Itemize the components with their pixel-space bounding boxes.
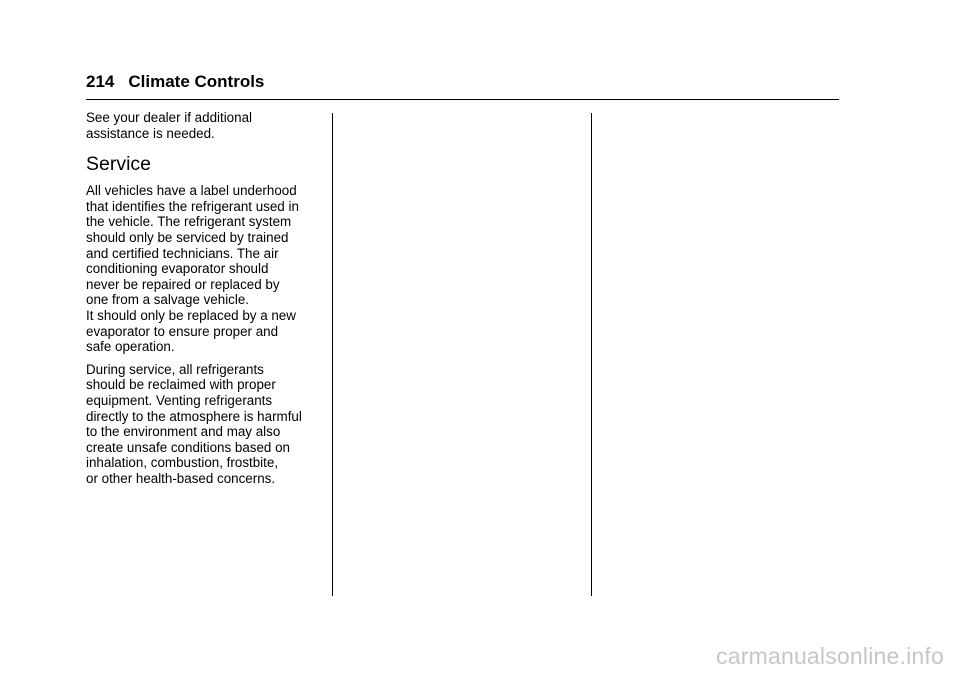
text-line: evaporator to ensure proper and <box>86 323 279 339</box>
refrigerant-label-paragraph <box>86 183 330 355</box>
text-line: It should only be replaced by a new <box>86 307 296 323</box>
text-column-1 <box>86 110 330 486</box>
section-heading-service: Service <box>86 153 152 176</box>
text-line: See your dealer if additional <box>86 110 253 125</box>
text-line: During service, all refrigerants <box>86 361 264 377</box>
section-title: Climate Controls <box>128 72 265 91</box>
text-line: assistance is needed. <box>86 125 215 141</box>
header-rule <box>86 99 839 100</box>
text-line: and certified technicians. The air <box>86 245 279 261</box>
refrigerant-reclaim-paragraph <box>86 362 330 487</box>
text-line: to the environment and may also <box>86 424 281 440</box>
column-divider-left <box>332 113 333 596</box>
page-header <box>86 72 264 92</box>
text-line: directly to the atmosphere is harmful <box>86 408 302 424</box>
text-line: that identifies the refrigerant used in <box>86 198 299 214</box>
text-line: inhalation, combustion, frostbite, <box>86 455 279 471</box>
text-line: equipment. Venting refrigerants <box>86 392 273 408</box>
column-divider-right <box>591 113 592 596</box>
text-line: All vehicles have a label underhood <box>86 183 297 199</box>
text-line: create unsafe conditions based on <box>86 439 290 455</box>
text-line: never be repaired or replaced by <box>86 276 280 292</box>
watermark: carmanualsonline.info <box>716 643 944 669</box>
text-line: or other health-based concerns. <box>86 470 276 486</box>
text-line: should only be serviced by trained <box>86 229 289 245</box>
text-line: the vehicle. The refrigerant system <box>86 214 292 230</box>
text-line: should be reclaimed with proper <box>86 377 276 393</box>
text-line: conditioning evaporator should <box>86 261 269 277</box>
text-line: safe operation. <box>86 339 175 355</box>
text-line: one from a salvage vehicle. <box>86 292 250 308</box>
intro-paragraph <box>86 110 330 141</box>
page-number: 214 <box>86 72 115 91</box>
